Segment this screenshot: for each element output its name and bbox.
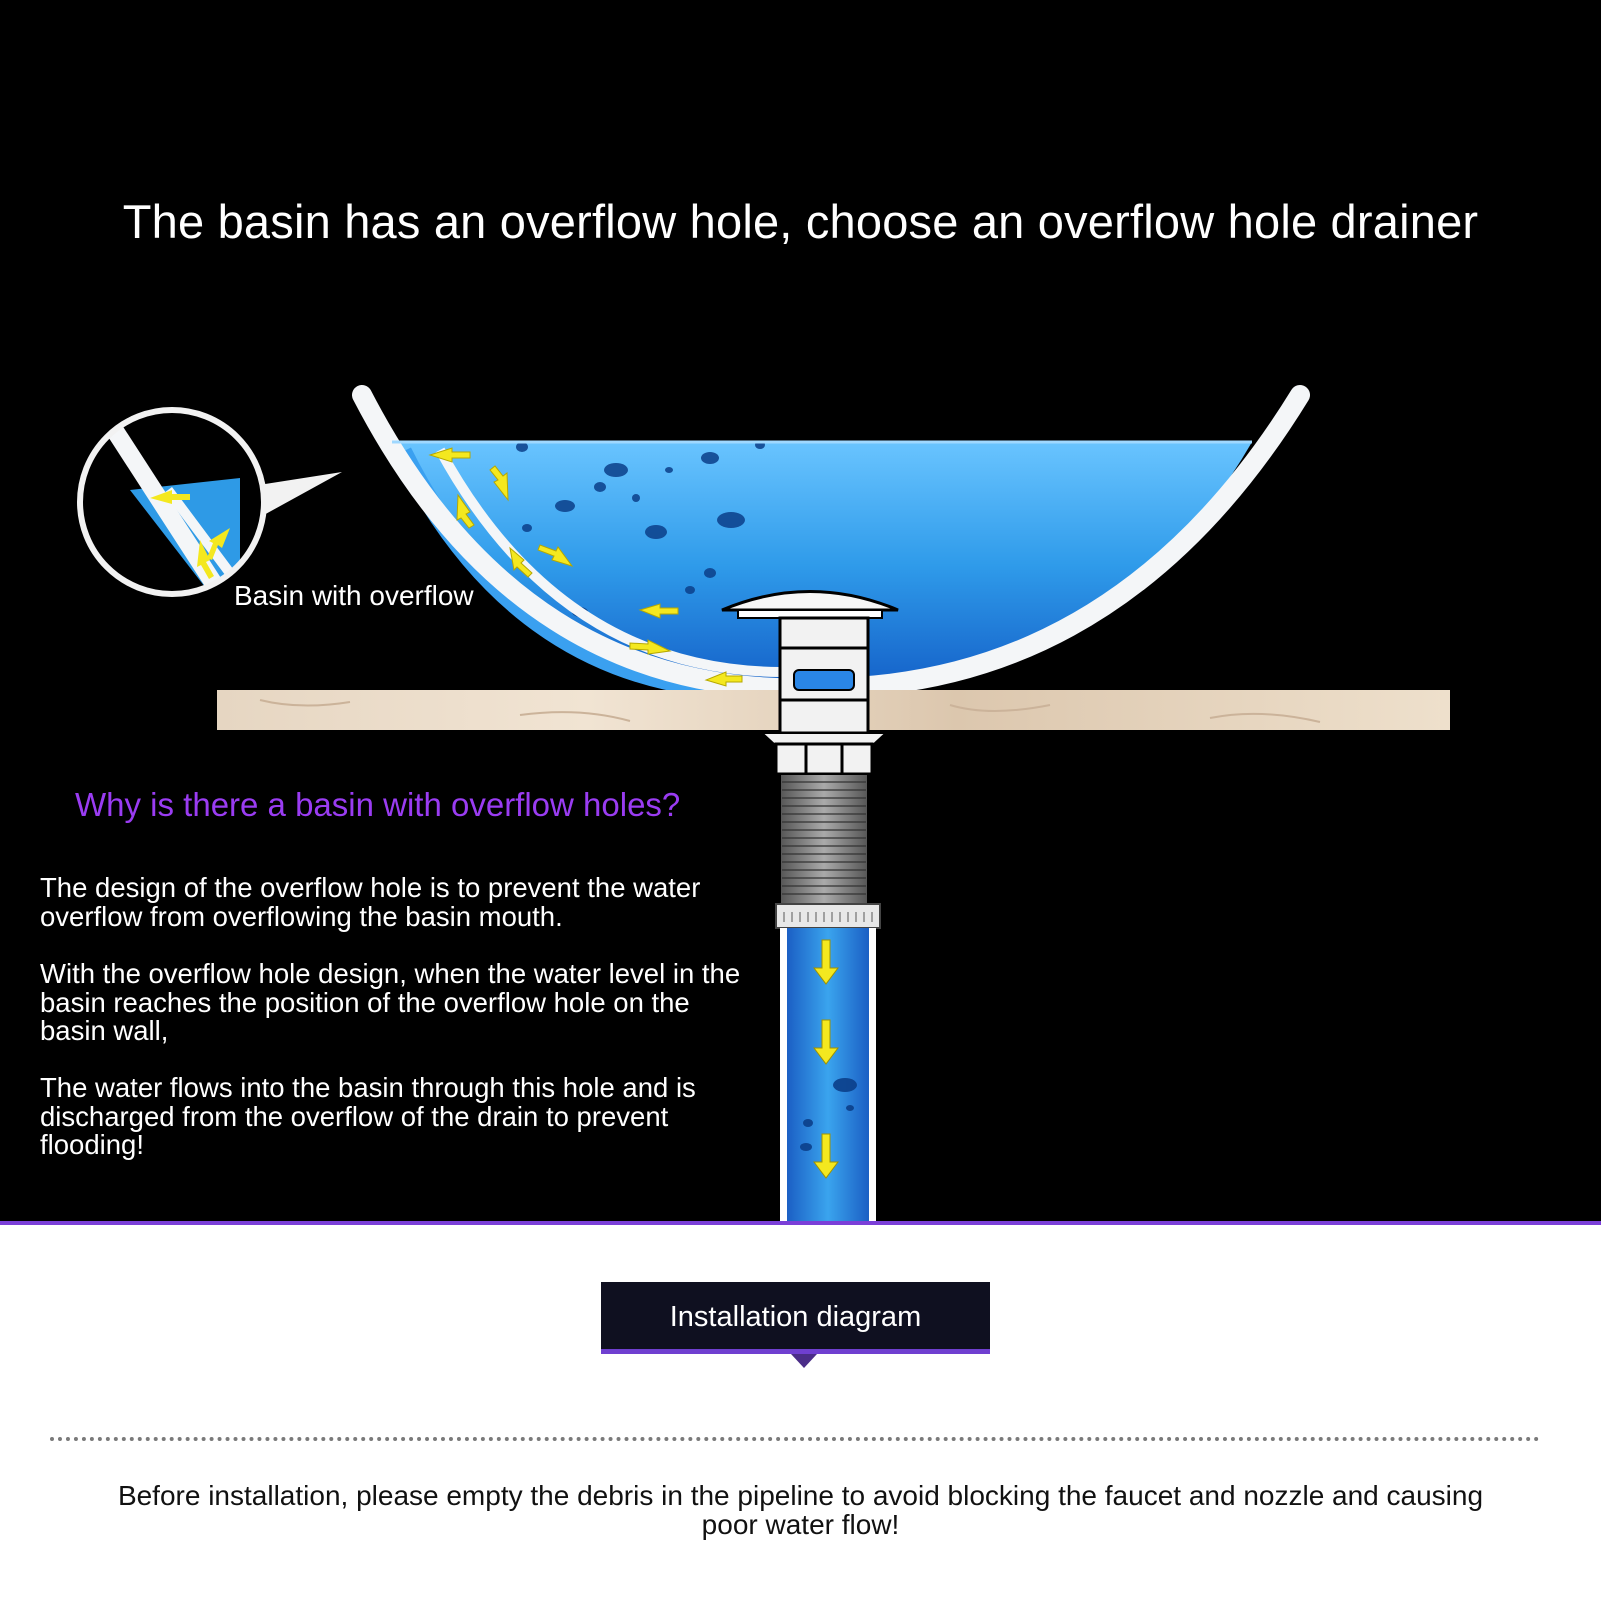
installation-note: Before installation, please empty the debris in the pipeline to avoid blocking the faucet and nozzle and causing poor water flow! bbox=[117, 1480, 1484, 1540]
installation-tag bbox=[601, 1282, 990, 1354]
lock-nut bbox=[776, 744, 872, 774]
dotted-divider bbox=[50, 1437, 1540, 1441]
overflow-port bbox=[794, 670, 854, 690]
explanation-paragraph-2: With the overflow hole design, when the water level in the basin reaches the position of the overflow hole on the basin wall, bbox=[40, 958, 741, 1046]
section-divider bbox=[0, 1221, 1601, 1225]
callout-label: Basin with overflow bbox=[234, 580, 474, 611]
tag-pointer-icon bbox=[791, 1354, 817, 1368]
installation-tag-label: Installation diagram bbox=[669, 1301, 922, 1333]
question-heading: Why is there a basin with overflow holes? bbox=[75, 786, 681, 823]
headline: The basin has an overflow hole, choose an overflow hole drainer bbox=[122, 195, 1479, 248]
explanation-paragraph-3: The water flows into the basin through this hole and is discharged from the overflow of the drain to prevent flooding! bbox=[40, 1072, 696, 1160]
explanation-paragraph-1: The design of the overflow hole is to prevent the water overflow from overflowing the basin mouth. bbox=[40, 872, 701, 932]
threaded-shank bbox=[780, 774, 868, 904]
